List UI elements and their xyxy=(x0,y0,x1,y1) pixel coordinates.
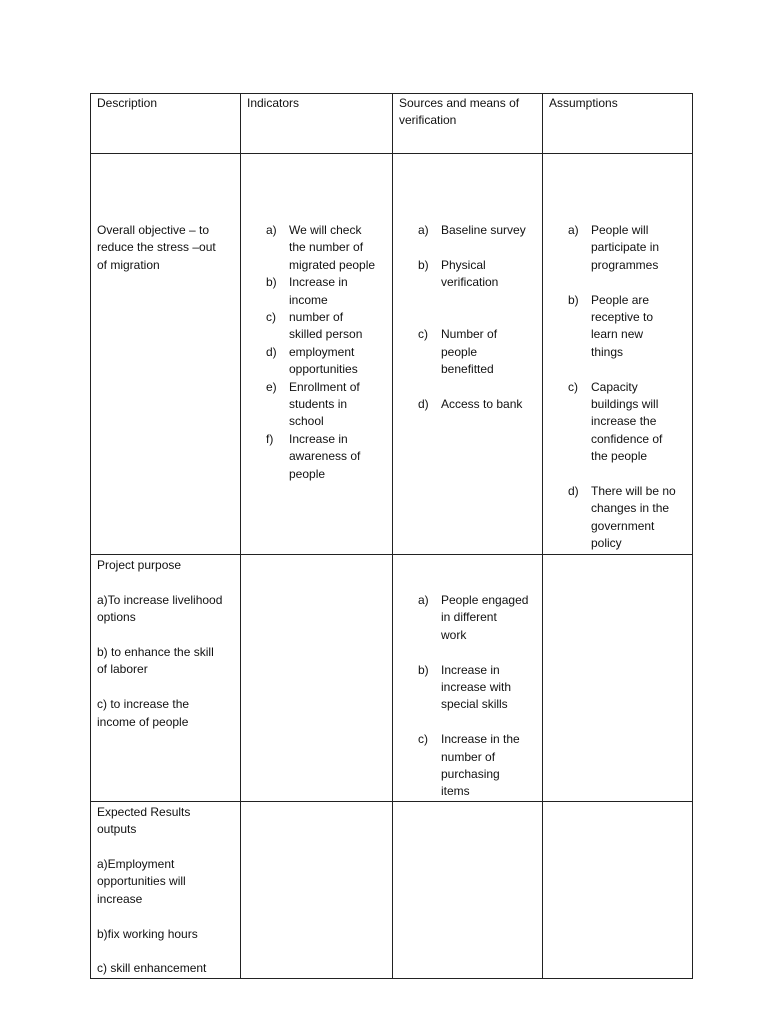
list-marker: b) xyxy=(418,257,429,272)
results-indicators-cell xyxy=(241,801,393,978)
purpose-item: a)To increase livelihood options xyxy=(97,592,223,625)
list-item xyxy=(399,257,536,292)
list-marker: b) xyxy=(568,292,579,307)
list-item xyxy=(399,326,536,378)
objective-description: Overall objective – to reduce the stress –out of migration xyxy=(97,223,216,272)
list-item-text: Increase in awareness of people xyxy=(289,431,361,481)
list-marker: c) xyxy=(418,732,428,747)
list-marker: b) xyxy=(266,275,277,290)
header-cell-assumptions xyxy=(543,94,693,154)
list-item-text: Capacity buildings will increase the confidence of the people xyxy=(591,379,663,464)
list-marker: a) xyxy=(418,593,429,607)
list-item-text: number of skilled person xyxy=(289,310,363,342)
objective-assumptions-list xyxy=(549,222,686,553)
header-cell-indicators xyxy=(241,94,393,154)
list-marker: d) xyxy=(266,344,277,359)
list-item-text: Increase in the number of purchasing items xyxy=(441,732,520,799)
results-item: a)Employment opportunities will increase xyxy=(97,857,186,906)
list-item xyxy=(247,344,386,379)
list-item-text: Increase in income xyxy=(289,275,348,307)
logframe-table xyxy=(90,93,693,979)
list-marker: d) xyxy=(568,484,579,499)
purpose-description-cell xyxy=(91,555,241,802)
results-assumptions-cell xyxy=(543,801,693,978)
results-description-cell xyxy=(91,801,241,978)
header-description: Description xyxy=(97,96,158,110)
results-item: c) skill enhancement xyxy=(97,961,207,976)
results-item: b)fix working hours xyxy=(97,926,198,941)
objective-row xyxy=(91,154,693,555)
list-item-text: People engaged in different work xyxy=(441,593,529,642)
list-marker: f) xyxy=(266,431,274,446)
purpose-indicators-cell xyxy=(241,555,393,802)
purpose-item: c) to increase the income of people xyxy=(97,697,190,729)
list-marker: c) xyxy=(266,310,276,325)
list-item-text: People are receptive to learn new things xyxy=(591,292,654,359)
list-marker: a) xyxy=(418,223,429,237)
objective-sources-list xyxy=(399,222,536,413)
list-item xyxy=(247,274,386,309)
list-item-text: Baseline survey xyxy=(441,223,526,237)
objective-indicators-cell xyxy=(241,154,393,555)
results-row xyxy=(91,801,693,978)
list-item-text: Enrollment of students in school xyxy=(289,379,360,429)
list-marker: a) xyxy=(266,223,277,237)
table-header-row xyxy=(91,94,693,154)
list-item-text: employment opportunities xyxy=(289,344,358,377)
results-title: Expected Results outputs xyxy=(97,804,191,837)
header-cell-description xyxy=(91,94,241,154)
purpose-sources-cell xyxy=(393,555,543,802)
list-marker: c) xyxy=(568,379,578,394)
list-item-text: Access to bank xyxy=(441,397,523,412)
list-item xyxy=(247,222,386,274)
list-item xyxy=(247,379,386,431)
list-item xyxy=(399,396,536,413)
list-item-text: People will participate in programmes xyxy=(591,223,660,272)
purpose-sources-list xyxy=(399,592,536,801)
results-sources-cell xyxy=(393,801,543,978)
list-item xyxy=(247,309,386,344)
list-item xyxy=(399,731,536,801)
list-item xyxy=(399,222,536,239)
list-marker: b) xyxy=(418,662,429,677)
list-marker: c) xyxy=(418,327,428,342)
purpose-item: b) to enhance the skill of laborer xyxy=(97,645,214,677)
purpose-assumptions-cell xyxy=(543,555,693,802)
list-item xyxy=(399,592,536,644)
objective-indicators-list xyxy=(247,222,386,483)
list-item-text: There will be no changes in the government policy xyxy=(591,484,676,551)
list-item-text: We will check the number of migrated people xyxy=(289,223,376,272)
objective-description-cell xyxy=(91,154,241,555)
purpose-title: Project purpose xyxy=(97,558,182,572)
header-assumptions: Assumptions xyxy=(549,96,618,110)
list-item xyxy=(549,292,686,362)
list-item xyxy=(247,431,386,483)
list-marker: a) xyxy=(568,223,579,237)
list-item xyxy=(549,379,686,466)
list-item xyxy=(549,222,686,274)
list-marker: d) xyxy=(418,397,429,412)
header-cell-sources xyxy=(393,94,543,154)
list-item xyxy=(549,483,686,553)
list-item xyxy=(399,662,536,714)
objective-assumptions-cell xyxy=(543,154,693,555)
list-item-text: Number of people benefitted xyxy=(441,327,498,377)
header-indicators: Indicators xyxy=(247,96,300,110)
list-item-text: Physical verification xyxy=(441,257,499,290)
header-sources: Sources and means of verification xyxy=(399,96,520,127)
purpose-row xyxy=(91,555,693,802)
objective-sources-cell xyxy=(393,154,543,555)
list-marker: e) xyxy=(266,379,277,394)
list-item-text: Increase in increase with special skills xyxy=(441,662,512,712)
